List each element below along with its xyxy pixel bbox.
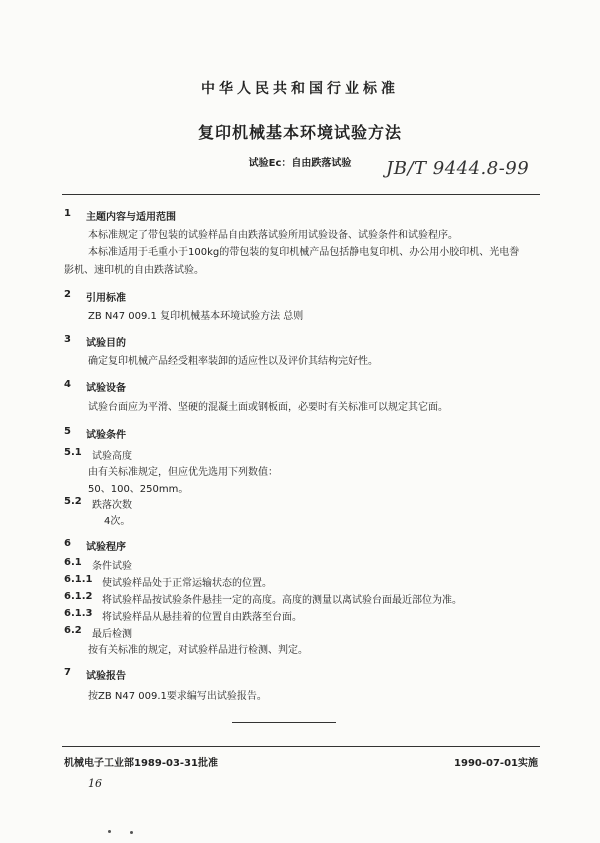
clause-5-2-title: 跌落次数 xyxy=(92,500,132,511)
section-5-title: 试验条件 xyxy=(86,430,126,441)
clause-6-1-title: 条件试验 xyxy=(92,561,132,572)
clause-5-1-title: 试验高度 xyxy=(92,451,132,462)
section-5-number: 5 xyxy=(64,426,71,437)
clause-5-2-paragraph: 4次。 xyxy=(104,516,131,527)
section-1-paragraph-1: 本标准规定了带包装的试验样品自由跌落试验所用试验设备、试验条件和试验程序。 xyxy=(88,230,458,241)
standard-type-heading: 中华人民共和国行业标准 xyxy=(201,81,399,97)
clause-5-2-number: 5.2 xyxy=(64,496,82,507)
section-6-title: 试验程序 xyxy=(86,542,126,553)
section-6-number: 6 xyxy=(64,538,71,549)
section-4-paragraph: 试验台面应为平滑、坚硬的混凝土面或钢板面，必要时有关标准可以规定其它面。 xyxy=(88,402,448,413)
section-1-title: 主题内容与适用范围 xyxy=(86,212,176,223)
end-of-text-line xyxy=(232,722,336,723)
clause-6-1-1-text: 使试验样品处于正常运输状态的位置。 xyxy=(102,578,272,589)
clause-6-1-1-number: 6.1.1 xyxy=(64,574,93,585)
section-7-title: 试验报告 xyxy=(86,671,126,682)
document-subtitle: 试验Ec：自由跌落试验 xyxy=(248,158,352,169)
clause-6-1-3-number: 6.1.3 xyxy=(64,608,93,619)
section-1-paragraph-2-line-1: 本标准适用于毛重小于100kg的带包装的复印机械产品包括静电复印机、办公用小胶印机、光电誊 xyxy=(88,247,520,258)
scan-speck xyxy=(108,830,111,833)
footer-divider xyxy=(62,746,540,747)
clause-5-1-number: 5.1 xyxy=(64,447,82,458)
clause-6-1-2-number: 6.1.2 xyxy=(64,591,93,602)
section-4-number: 4 xyxy=(64,379,71,390)
section-2-reference: ZB N47 009.1 复印机械基本环境试验方法 总则 xyxy=(88,311,304,322)
section-2-title: 引用标准 xyxy=(86,293,126,304)
page-number: 16 xyxy=(88,777,102,790)
effective-date: 1990-07-01实施 xyxy=(454,758,538,769)
handwritten-standard-number: JB/T 9444.8-99 xyxy=(386,158,530,179)
approval-info: 机械电子工业部1989-03-31批准 xyxy=(64,758,218,769)
header-divider xyxy=(62,194,540,195)
section-2-number: 2 xyxy=(64,289,71,300)
section-4-title: 试验设备 xyxy=(86,383,126,394)
section-3-title: 试验目的 xyxy=(86,338,126,349)
document-title: 复印机械基本环境试验方法 xyxy=(197,123,402,142)
clause-5-1-paragraph-2: 50、100、250mm。 xyxy=(88,484,189,495)
scan-speck xyxy=(130,831,133,834)
clause-6-1-2-text: 将试验样品按试验条件悬挂一定的高度。高度的测量以离试验台面最近部位为准。 xyxy=(102,595,462,606)
section-1-paragraph-2-line-2: 影机、速印机的自由跌落试验。 xyxy=(64,265,204,276)
clause-6-2-paragraph: 按有关标准的规定，对试验样品进行检测、判定。 xyxy=(88,645,308,656)
section-7-paragraph: 按ZB N47 009.1要求编写出试验报告。 xyxy=(88,691,267,702)
clause-6-2-title: 最后检测 xyxy=(92,629,132,640)
clause-5-1-paragraph-1: 由有关标准规定，但应优先选用下列数值： xyxy=(88,467,278,478)
section-3-number: 3 xyxy=(64,334,71,345)
section-1-number: 1 xyxy=(64,208,71,219)
clause-6-1-number: 6.1 xyxy=(64,557,82,568)
section-3-paragraph: 确定复印机械产品经受粗率装卸的适应性以及评价其结构完好性。 xyxy=(88,356,378,367)
clause-6-2-number: 6.2 xyxy=(64,625,82,636)
clause-6-1-3-text: 将试验样品从悬挂着的位置自由跌落至台面。 xyxy=(102,612,302,623)
section-7-number: 7 xyxy=(64,667,71,678)
